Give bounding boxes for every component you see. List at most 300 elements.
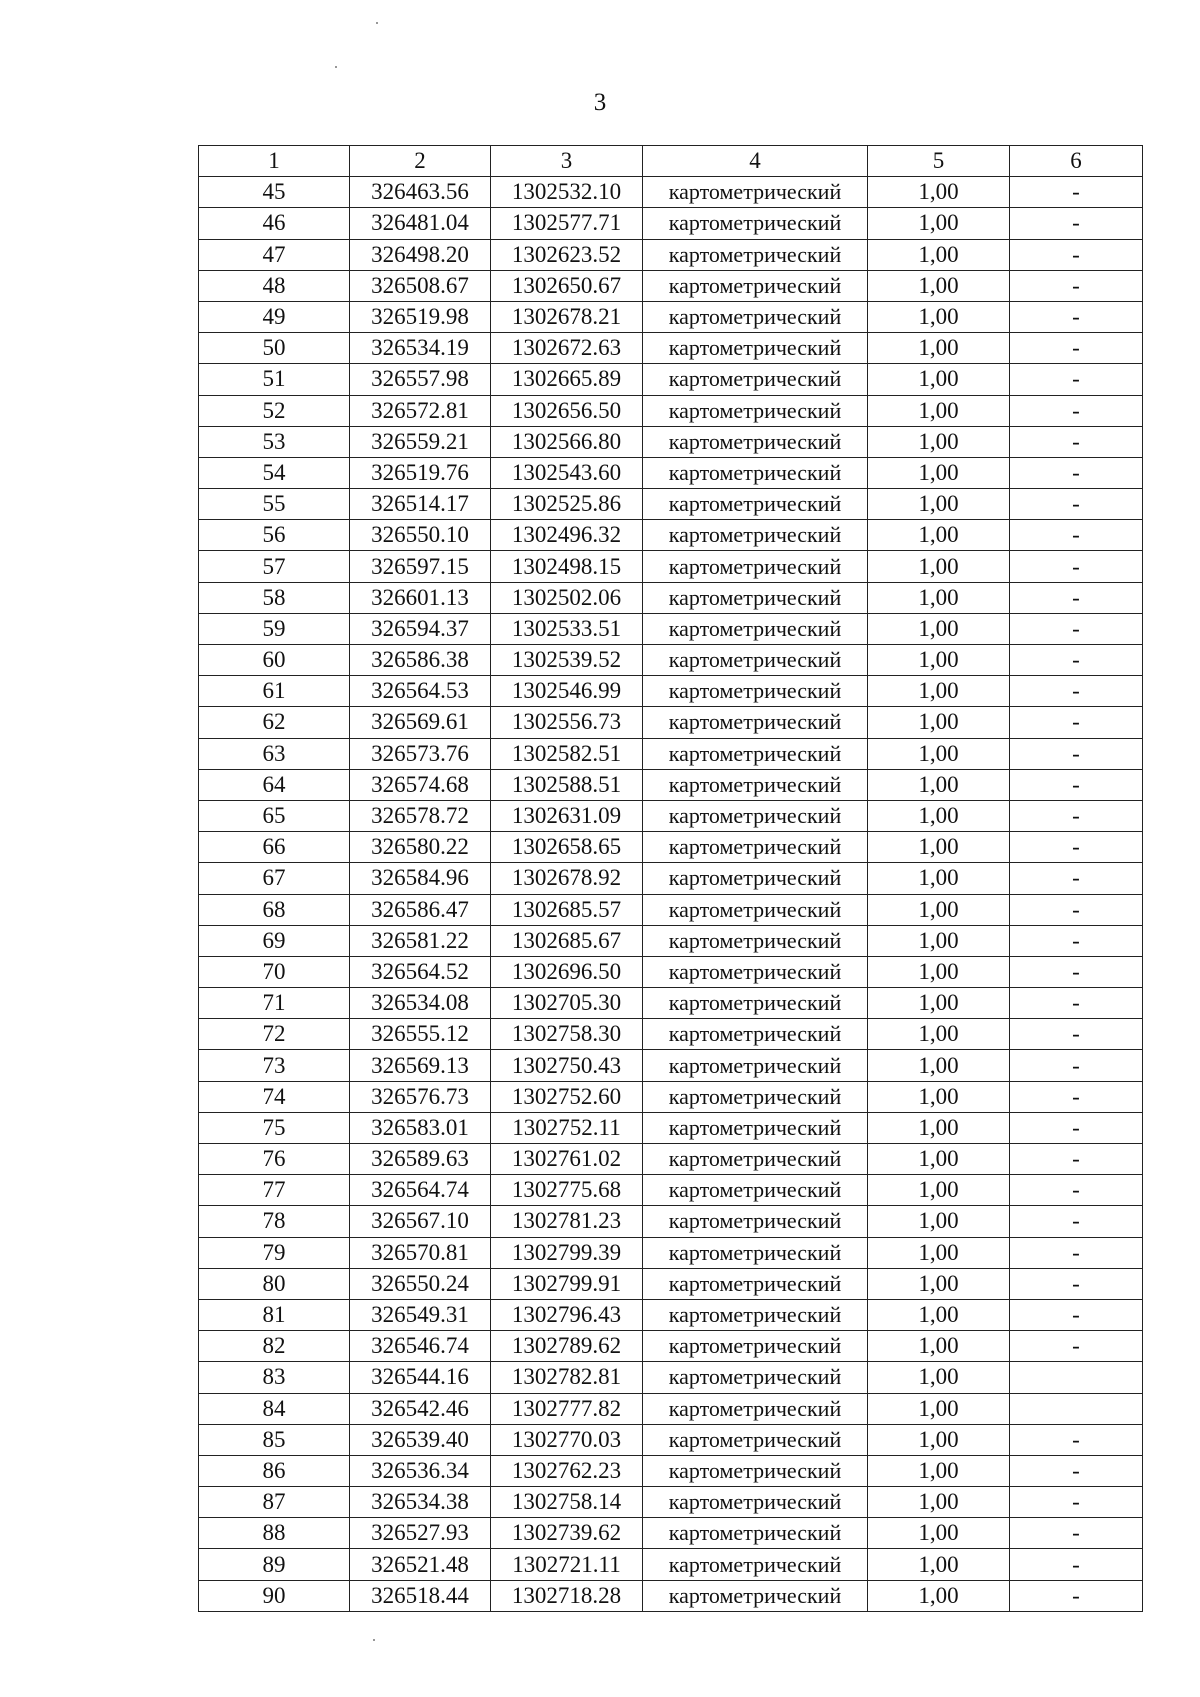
- point-number-cell: 80: [199, 1268, 350, 1299]
- note-cell: -: [1010, 1206, 1143, 1237]
- table-row: [199, 489, 1143, 520]
- accuracy-cell: 1,00: [868, 1331, 1010, 1362]
- table-row: [199, 177, 1143, 208]
- accuracy-cell: 1,00: [868, 1424, 1010, 1455]
- method-cell: картометрический: [643, 177, 868, 208]
- y-coordinate-cell: 1302750.43: [491, 1050, 643, 1081]
- note-cell: -: [1010, 1580, 1143, 1611]
- method-cell: картометрический: [643, 707, 868, 738]
- point-number-cell: 90: [199, 1580, 350, 1611]
- note-cell: -: [1010, 1487, 1143, 1518]
- note-cell: -: [1010, 738, 1143, 769]
- x-coordinate-cell: 326549.31: [350, 1299, 491, 1330]
- method-cell: картометрический: [643, 1175, 868, 1206]
- note-cell: -: [1010, 676, 1143, 707]
- point-number-cell: 54: [199, 457, 350, 488]
- table-row: [199, 1424, 1143, 1455]
- y-coordinate-cell: 1302496.32: [491, 520, 643, 551]
- point-number-cell: 64: [199, 769, 350, 800]
- method-cell: картометрический: [643, 395, 868, 426]
- table-row: [199, 1019, 1143, 1050]
- method-cell: картометрический: [643, 738, 868, 769]
- accuracy-cell: 1,00: [868, 1144, 1010, 1175]
- x-coordinate-cell: 326527.93: [350, 1518, 491, 1549]
- point-number-cell: 66: [199, 832, 350, 863]
- accuracy-cell: 1,00: [868, 1518, 1010, 1549]
- scan-speck: [373, 1639, 375, 1641]
- note-cell: -: [1010, 832, 1143, 863]
- table-row: [199, 1237, 1143, 1268]
- accuracy-cell: 1,00: [868, 1549, 1010, 1580]
- point-number-cell: 68: [199, 894, 350, 925]
- x-coordinate-cell: 326581.22: [350, 925, 491, 956]
- method-cell: картометрический: [643, 1050, 868, 1081]
- x-coordinate-cell: 326569.61: [350, 707, 491, 738]
- point-number-cell: 60: [199, 645, 350, 676]
- y-coordinate-cell: 1302777.82: [491, 1393, 643, 1424]
- accuracy-cell: 1,00: [868, 270, 1010, 301]
- method-cell: картометрический: [643, 426, 868, 457]
- note-cell: -: [1010, 1237, 1143, 1268]
- x-coordinate-cell: 326498.20: [350, 239, 491, 270]
- method-cell: картометрический: [643, 894, 868, 925]
- point-number-cell: 46: [199, 208, 350, 239]
- note-cell: [1010, 1362, 1143, 1393]
- method-cell: картометрический: [643, 1487, 868, 1518]
- table-body: [199, 177, 1143, 1612]
- point-number-cell: 88: [199, 1518, 350, 1549]
- accuracy-cell: 1,00: [868, 520, 1010, 551]
- column-number-cell: 3: [491, 146, 643, 177]
- x-coordinate-cell: 326463.56: [350, 177, 491, 208]
- x-coordinate-cell: 326521.48: [350, 1549, 491, 1580]
- note-cell: -: [1010, 551, 1143, 582]
- x-coordinate-cell: 326519.76: [350, 457, 491, 488]
- table-row: [199, 457, 1143, 488]
- method-cell: картометрический: [643, 489, 868, 520]
- method-cell: картометрический: [643, 676, 868, 707]
- table-row: [199, 1331, 1143, 1362]
- table-row: [199, 1206, 1143, 1237]
- method-cell: картометрический: [643, 1112, 868, 1143]
- note-cell: -: [1010, 613, 1143, 644]
- point-number-cell: 61: [199, 676, 350, 707]
- accuracy-cell: 1,00: [868, 177, 1010, 208]
- table-row: [199, 520, 1143, 551]
- method-cell: картометрический: [643, 1081, 868, 1112]
- table-row: [199, 645, 1143, 676]
- accuracy-cell: 1,00: [868, 738, 1010, 769]
- table-row: [199, 333, 1143, 364]
- point-number-cell: 70: [199, 956, 350, 987]
- x-coordinate-cell: 326542.46: [350, 1393, 491, 1424]
- accuracy-cell: 1,00: [868, 239, 1010, 270]
- y-coordinate-cell: 1302770.03: [491, 1424, 643, 1455]
- coordinates-table: [198, 145, 1143, 1612]
- x-coordinate-cell: 326584.96: [350, 863, 491, 894]
- accuracy-cell: 1,00: [868, 707, 1010, 738]
- x-coordinate-cell: 326550.10: [350, 520, 491, 551]
- accuracy-cell: 1,00: [868, 1175, 1010, 1206]
- method-cell: картометрический: [643, 956, 868, 987]
- note-cell: -: [1010, 1144, 1143, 1175]
- y-coordinate-cell: 1302543.60: [491, 457, 643, 488]
- point-number-cell: 81: [199, 1299, 350, 1330]
- y-coordinate-cell: 1302525.86: [491, 489, 643, 520]
- note-cell: -: [1010, 769, 1143, 800]
- accuracy-cell: 1,00: [868, 1019, 1010, 1050]
- point-number-cell: 87: [199, 1487, 350, 1518]
- accuracy-cell: 1,00: [868, 1050, 1010, 1081]
- method-cell: картометрический: [643, 1455, 868, 1486]
- point-number-cell: 86: [199, 1455, 350, 1486]
- note-cell: -: [1010, 395, 1143, 426]
- note-cell: -: [1010, 645, 1143, 676]
- x-coordinate-cell: 326518.44: [350, 1580, 491, 1611]
- accuracy-cell: 1,00: [868, 364, 1010, 395]
- note-cell: -: [1010, 177, 1143, 208]
- y-coordinate-cell: 1302762.23: [491, 1455, 643, 1486]
- accuracy-cell: 1,00: [868, 988, 1010, 1019]
- table-row: [199, 1175, 1143, 1206]
- x-coordinate-cell: 326597.15: [350, 551, 491, 582]
- method-cell: картометрический: [643, 1549, 868, 1580]
- y-coordinate-cell: 1302656.50: [491, 395, 643, 426]
- method-cell: картометрический: [643, 988, 868, 1019]
- x-coordinate-cell: 326567.10: [350, 1206, 491, 1237]
- note-cell: -: [1010, 1175, 1143, 1206]
- table-row: [199, 1487, 1143, 1518]
- x-coordinate-cell: 326601.13: [350, 582, 491, 613]
- point-number-cell: 75: [199, 1112, 350, 1143]
- table-row: [199, 426, 1143, 457]
- table-row: [199, 551, 1143, 582]
- y-coordinate-cell: 1302582.51: [491, 738, 643, 769]
- point-number-cell: 76: [199, 1144, 350, 1175]
- y-coordinate-cell: 1302658.65: [491, 832, 643, 863]
- table-row: [199, 239, 1143, 270]
- y-coordinate-cell: 1302758.30: [491, 1019, 643, 1050]
- method-cell: картометрический: [643, 520, 868, 551]
- point-number-cell: 79: [199, 1237, 350, 1268]
- note-cell: -: [1010, 1455, 1143, 1486]
- method-cell: картометрический: [643, 582, 868, 613]
- x-coordinate-cell: 326564.74: [350, 1175, 491, 1206]
- column-number-cell: 6: [1010, 146, 1143, 177]
- scan-speck: [376, 22, 378, 24]
- accuracy-cell: 1,00: [868, 863, 1010, 894]
- point-number-cell: 72: [199, 1019, 350, 1050]
- accuracy-cell: 1,00: [868, 1393, 1010, 1424]
- accuracy-cell: 1,00: [868, 333, 1010, 364]
- x-coordinate-cell: 326564.52: [350, 956, 491, 987]
- accuracy-cell: 1,00: [868, 1455, 1010, 1486]
- x-coordinate-cell: 326544.16: [350, 1362, 491, 1393]
- table-row: [199, 988, 1143, 1019]
- x-coordinate-cell: 326536.34: [350, 1455, 491, 1486]
- table-row: [199, 270, 1143, 301]
- method-cell: картометрический: [643, 1518, 868, 1549]
- method-cell: картометрический: [643, 239, 868, 270]
- method-cell: картометрический: [643, 1331, 868, 1362]
- note-cell: -: [1010, 1518, 1143, 1549]
- x-coordinate-cell: 326580.22: [350, 832, 491, 863]
- method-cell: картометрический: [643, 863, 868, 894]
- point-number-cell: 47: [199, 239, 350, 270]
- note-cell: -: [1010, 1331, 1143, 1362]
- x-coordinate-cell: 326555.12: [350, 1019, 491, 1050]
- point-number-cell: 84: [199, 1393, 350, 1424]
- note-cell: -: [1010, 1019, 1143, 1050]
- accuracy-cell: 1,00: [868, 645, 1010, 676]
- y-coordinate-cell: 1302796.43: [491, 1299, 643, 1330]
- accuracy-cell: 1,00: [868, 489, 1010, 520]
- table-row: [199, 1549, 1143, 1580]
- accuracy-cell: 1,00: [868, 925, 1010, 956]
- point-number-cell: 62: [199, 707, 350, 738]
- table-row: [199, 1112, 1143, 1143]
- method-cell: картометрический: [643, 1424, 868, 1455]
- method-cell: картометрический: [643, 333, 868, 364]
- point-number-cell: 74: [199, 1081, 350, 1112]
- x-coordinate-cell: 326534.08: [350, 988, 491, 1019]
- point-number-cell: 45: [199, 177, 350, 208]
- column-number-cell: 1: [199, 146, 350, 177]
- y-coordinate-cell: 1302739.62: [491, 1518, 643, 1549]
- table-row: [199, 676, 1143, 707]
- note-cell: -: [1010, 1549, 1143, 1580]
- method-cell: картометрический: [643, 613, 868, 644]
- accuracy-cell: 1,00: [868, 1112, 1010, 1143]
- point-number-cell: 52: [199, 395, 350, 426]
- point-number-cell: 71: [199, 988, 350, 1019]
- method-cell: картометрический: [643, 1580, 868, 1611]
- y-coordinate-cell: 1302705.30: [491, 988, 643, 1019]
- point-number-cell: 51: [199, 364, 350, 395]
- note-cell: -: [1010, 364, 1143, 395]
- x-coordinate-cell: 326546.74: [350, 1331, 491, 1362]
- y-coordinate-cell: 1302775.68: [491, 1175, 643, 1206]
- note-cell: -: [1010, 1081, 1143, 1112]
- y-coordinate-cell: 1302623.52: [491, 239, 643, 270]
- note-cell: -: [1010, 457, 1143, 488]
- method-cell: картометрический: [643, 1393, 868, 1424]
- accuracy-cell: 1,00: [868, 769, 1010, 800]
- y-coordinate-cell: 1302761.02: [491, 1144, 643, 1175]
- x-coordinate-cell: 326508.67: [350, 270, 491, 301]
- method-cell: картометрический: [643, 1206, 868, 1237]
- point-number-cell: 73: [199, 1050, 350, 1081]
- column-number-cell: 2: [350, 146, 491, 177]
- accuracy-cell: 1,00: [868, 1299, 1010, 1330]
- point-number-cell: 53: [199, 426, 350, 457]
- y-coordinate-cell: 1302533.51: [491, 613, 643, 644]
- accuracy-cell: 1,00: [868, 894, 1010, 925]
- note-cell: -: [1010, 582, 1143, 613]
- note-cell: -: [1010, 1112, 1143, 1143]
- note-cell: -: [1010, 1424, 1143, 1455]
- accuracy-cell: 1,00: [868, 426, 1010, 457]
- table-row: [199, 1081, 1143, 1112]
- y-coordinate-cell: 1302588.51: [491, 769, 643, 800]
- method-cell: картометрический: [643, 270, 868, 301]
- x-coordinate-cell: 326583.01: [350, 1112, 491, 1143]
- point-number-cell: 57: [199, 551, 350, 582]
- y-coordinate-cell: 1302577.71: [491, 208, 643, 239]
- x-coordinate-cell: 326589.63: [350, 1144, 491, 1175]
- x-coordinate-cell: 326559.21: [350, 426, 491, 457]
- x-coordinate-cell: 326564.53: [350, 676, 491, 707]
- note-cell: -: [1010, 1050, 1143, 1081]
- point-number-cell: 50: [199, 333, 350, 364]
- y-coordinate-cell: 1302532.10: [491, 177, 643, 208]
- method-cell: картометрический: [643, 1362, 868, 1393]
- point-number-cell: 49: [199, 301, 350, 332]
- point-number-cell: 77: [199, 1175, 350, 1206]
- accuracy-cell: 1,00: [868, 457, 1010, 488]
- column-number-cell: 4: [643, 146, 868, 177]
- x-coordinate-cell: 326557.98: [350, 364, 491, 395]
- table-row: [199, 1268, 1143, 1299]
- accuracy-cell: 1,00: [868, 1362, 1010, 1393]
- table-row: [199, 1299, 1143, 1330]
- method-cell: картометрический: [643, 925, 868, 956]
- x-coordinate-cell: 326534.38: [350, 1487, 491, 1518]
- point-number-cell: 69: [199, 925, 350, 956]
- y-coordinate-cell: 1302696.50: [491, 956, 643, 987]
- table-row: [199, 1362, 1143, 1393]
- method-cell: картометрический: [643, 645, 868, 676]
- note-cell: [1010, 1393, 1143, 1424]
- method-cell: картометрический: [643, 769, 868, 800]
- y-coordinate-cell: 1302752.60: [491, 1081, 643, 1112]
- accuracy-cell: 1,00: [868, 613, 1010, 644]
- accuracy-cell: 1,00: [868, 208, 1010, 239]
- y-coordinate-cell: 1302502.06: [491, 582, 643, 613]
- y-coordinate-cell: 1302799.91: [491, 1268, 643, 1299]
- y-coordinate-cell: 1302685.57: [491, 894, 643, 925]
- note-cell: -: [1010, 489, 1143, 520]
- x-coordinate-cell: 326519.98: [350, 301, 491, 332]
- x-coordinate-cell: 326576.73: [350, 1081, 491, 1112]
- accuracy-cell: 1,00: [868, 676, 1010, 707]
- accuracy-cell: 1,00: [868, 832, 1010, 863]
- note-cell: -: [1010, 426, 1143, 457]
- table-row: [199, 1050, 1143, 1081]
- accuracy-cell: 1,00: [868, 1237, 1010, 1268]
- method-cell: картометрический: [643, 551, 868, 582]
- method-cell: картометрический: [643, 1268, 868, 1299]
- x-coordinate-cell: 326594.37: [350, 613, 491, 644]
- x-coordinate-cell: 326569.13: [350, 1050, 491, 1081]
- note-cell: -: [1010, 301, 1143, 332]
- x-coordinate-cell: 326539.40: [350, 1424, 491, 1455]
- column-number-row: [199, 146, 1143, 177]
- column-number-cell: 5: [868, 146, 1010, 177]
- x-coordinate-cell: 326574.68: [350, 769, 491, 800]
- table-row: [199, 395, 1143, 426]
- table-row: [199, 925, 1143, 956]
- x-coordinate-cell: 326550.24: [350, 1268, 491, 1299]
- table-row: [199, 894, 1143, 925]
- y-coordinate-cell: 1302631.09: [491, 800, 643, 831]
- point-number-cell: 82: [199, 1331, 350, 1362]
- table-row: [199, 800, 1143, 831]
- point-number-cell: 78: [199, 1206, 350, 1237]
- point-number-cell: 63: [199, 738, 350, 769]
- table-row: [199, 863, 1143, 894]
- table-row: [199, 582, 1143, 613]
- note-cell: -: [1010, 270, 1143, 301]
- note-cell: -: [1010, 333, 1143, 364]
- note-cell: -: [1010, 239, 1143, 270]
- y-coordinate-cell: 1302566.80: [491, 426, 643, 457]
- point-number-cell: 58: [199, 582, 350, 613]
- accuracy-cell: 1,00: [868, 582, 1010, 613]
- point-number-cell: 83: [199, 1362, 350, 1393]
- note-cell: -: [1010, 208, 1143, 239]
- x-coordinate-cell: 326570.81: [350, 1237, 491, 1268]
- table-row: [199, 364, 1143, 395]
- point-number-cell: 56: [199, 520, 350, 551]
- y-coordinate-cell: 1302752.11: [491, 1112, 643, 1143]
- accuracy-cell: 1,00: [868, 1081, 1010, 1112]
- y-coordinate-cell: 1302498.15: [491, 551, 643, 582]
- table-row: [199, 707, 1143, 738]
- note-cell: -: [1010, 863, 1143, 894]
- point-number-cell: 89: [199, 1549, 350, 1580]
- method-cell: картометрический: [643, 364, 868, 395]
- note-cell: -: [1010, 1268, 1143, 1299]
- x-coordinate-cell: 326481.04: [350, 208, 491, 239]
- x-coordinate-cell: 326573.76: [350, 738, 491, 769]
- accuracy-cell: 1,00: [868, 1487, 1010, 1518]
- x-coordinate-cell: 326586.47: [350, 894, 491, 925]
- table-row: [199, 1518, 1143, 1549]
- y-coordinate-cell: 1302782.81: [491, 1362, 643, 1393]
- x-coordinate-cell: 326572.81: [350, 395, 491, 426]
- note-cell: -: [1010, 894, 1143, 925]
- method-cell: картометрический: [643, 1299, 868, 1330]
- note-cell: -: [1010, 925, 1143, 956]
- note-cell: -: [1010, 1299, 1143, 1330]
- y-coordinate-cell: 1302556.73: [491, 707, 643, 738]
- y-coordinate-cell: 1302799.39: [491, 1237, 643, 1268]
- accuracy-cell: 1,00: [868, 800, 1010, 831]
- accuracy-cell: 1,00: [868, 1268, 1010, 1299]
- point-number-cell: 67: [199, 863, 350, 894]
- table-row: [199, 956, 1143, 987]
- point-number-cell: 59: [199, 613, 350, 644]
- accuracy-cell: 1,00: [868, 551, 1010, 582]
- y-coordinate-cell: 1302758.14: [491, 1487, 643, 1518]
- method-cell: картометрический: [643, 1237, 868, 1268]
- accuracy-cell: 1,00: [868, 301, 1010, 332]
- table-row: [199, 1393, 1143, 1424]
- method-cell: картометрический: [643, 832, 868, 863]
- point-number-cell: 85: [199, 1424, 350, 1455]
- point-number-cell: 55: [199, 489, 350, 520]
- note-cell: -: [1010, 988, 1143, 1019]
- point-number-cell: 48: [199, 270, 350, 301]
- x-coordinate-cell: 326514.17: [350, 489, 491, 520]
- note-cell: -: [1010, 800, 1143, 831]
- point-number-cell: 65: [199, 800, 350, 831]
- y-coordinate-cell: 1302718.28: [491, 1580, 643, 1611]
- table-row: [199, 1144, 1143, 1175]
- y-coordinate-cell: 1302781.23: [491, 1206, 643, 1237]
- page-number: 3: [593, 89, 607, 116]
